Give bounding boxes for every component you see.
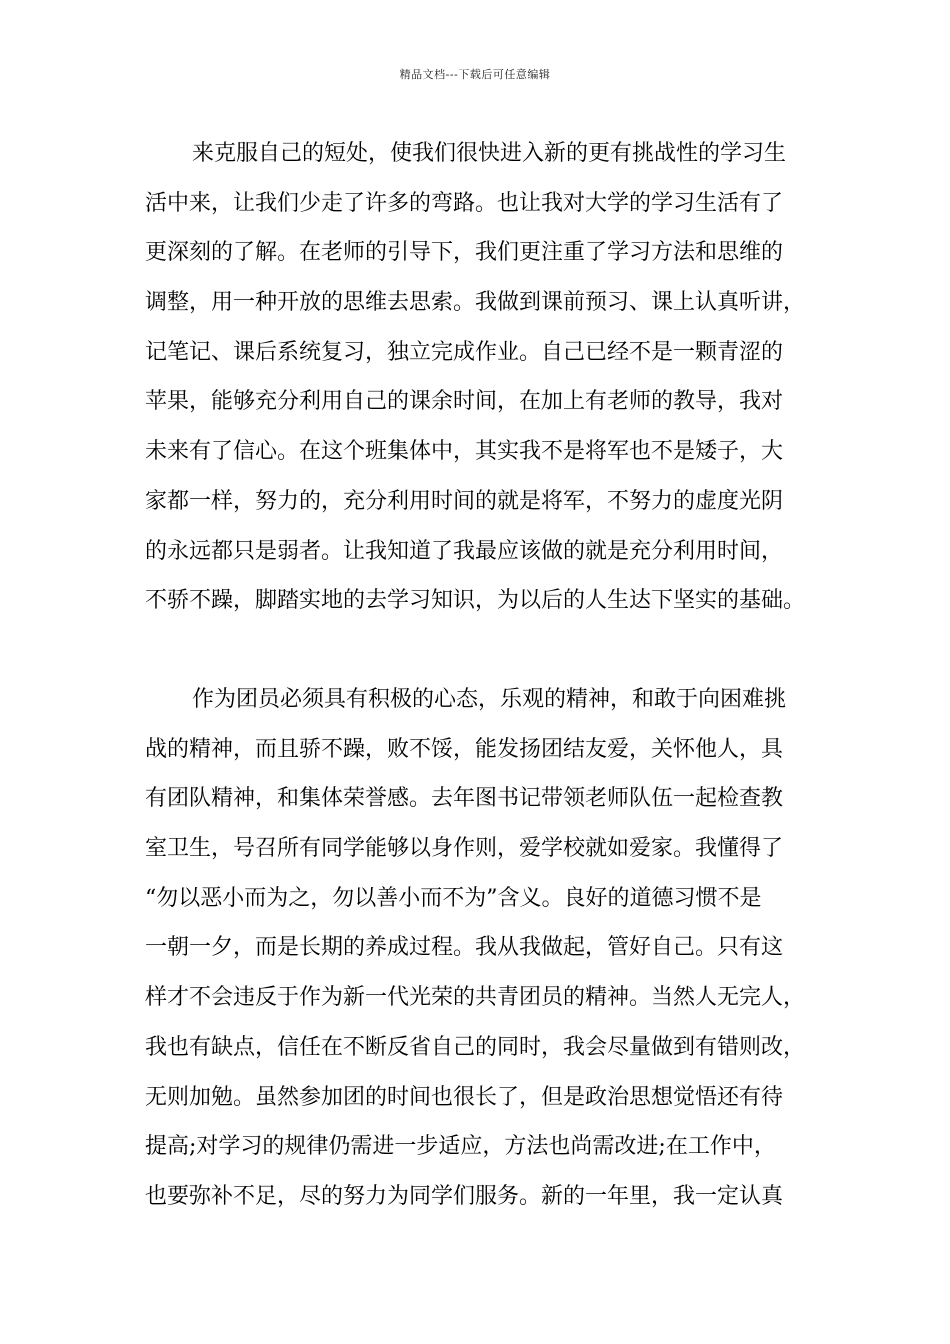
text-line: 家都一样，努力的，充分利用时间的就是将军，不努力的虚度光阴	[145, 488, 784, 514]
text-line: 一朝一夕，而是长期的养成过程。我从我做起，管好自己。只有这	[145, 935, 784, 961]
text-line: 未来有了信心。在这个班集体中，其实我不是将军也不是矮子，大	[145, 439, 784, 465]
text-line: 的永远都只是弱者。让我知道了我最应该做的就是充分利用时间，	[145, 538, 784, 564]
text-line: 苹果，能够充分利用自己的课余时间，在加上有老师的教导，我对	[145, 389, 784, 415]
text-line: 样才不会违反于作为新一代光荣的共青团员的精神。当然人无完人，	[145, 985, 806, 1011]
text-line: 更深刻的了解。在老师的引导下，我们更注重了学习方法和思维的	[145, 240, 784, 266]
text-line: 无则加勉。虽然参加团的时间也很长了，但是政治思想觉悟还有待	[145, 1084, 784, 1110]
text-line: 也要弥补不足，尽的努力为同学们服务。新的一年里，我一定认真	[145, 1183, 784, 1209]
text-line: 我也有缺点，信任在不断反省自己的同时，我会尽量做到有错则改，	[145, 1034, 806, 1060]
text-line: 来克服自己的短处，使我们很快进入新的更有挑战性的学习生	[192, 141, 787, 166]
paragraph-2	[145, 688, 825, 1235]
text-line: 有团队精神，和集体荣誉感。去年图书记带领老师队伍一起检查教	[145, 786, 784, 812]
text-line: 活中来，让我们少走了许多的弯路。也让我对大学的学习生活有了	[145, 190, 784, 216]
text-line: 调整，用一种开放的思维去思索。我做到课前预习、课上认真听讲，	[145, 290, 806, 316]
text-line: 记笔记、课后系统复习，独立完成作业。自己已经不是一颗青涩的	[145, 339, 784, 365]
text-line: 战的精神，而且骄不躁，败不馁，能发扬团结友爱，关怀他人，具	[145, 736, 784, 762]
text-line: 室卫生，号召所有同学能够以身作则，爱学校就如爱家。我懂得了	[145, 836, 784, 862]
text-line: 不骄不躁，脚踏实地的去学习知识，为以后的人生达下坚实的基础。	[145, 588, 806, 614]
text-line: 作为团员必须具有积极的心态，乐观的精神，和敢于向困难挑	[192, 687, 787, 712]
paragraph-1	[145, 142, 825, 639]
page-header: 精品文档---下载后可任意编辑	[399, 68, 551, 81]
text-line: 提高;对学习的规律仍需进一步适应，方法也尚需改进;在工作中，	[145, 1134, 776, 1160]
text-line: “勿以恶小而为之，勿以善小而不为”含义。良好的道德习惯不是	[145, 885, 762, 911]
